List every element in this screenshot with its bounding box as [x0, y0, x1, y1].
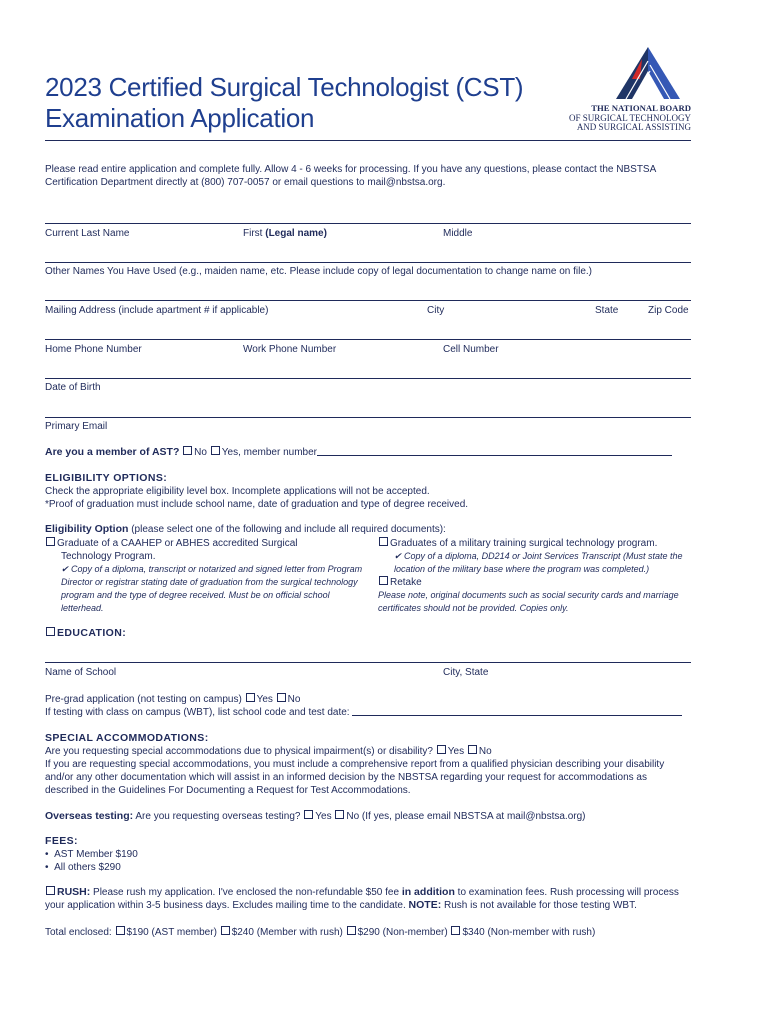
city-label: City [427, 305, 445, 316]
fees-heading: FEES: [45, 835, 78, 847]
total-240-label: $240 (Member with rush) [231, 927, 343, 938]
rush-note-label: NOTE: [408, 899, 442, 911]
eligibility-instructions [45, 485, 468, 511]
eligibility-option-1 [45, 537, 375, 615]
email-label: Primary Email [45, 421, 108, 432]
option-1-note-3: program and the type of degree received. Must be on official school [61, 590, 330, 600]
other-names-label: Other Names You Have Used (e.g., maiden name, etc. Please include copy of legal documentation to change name on file.) [45, 266, 592, 277]
overseas-label: Overseas testing: [45, 810, 134, 822]
first-label: First [243, 228, 263, 239]
overseas-yes-label: Yes [315, 811, 332, 822]
education-heading-row [45, 627, 126, 639]
fee-item: • AST Member $190 [45, 849, 138, 860]
special-question: Are you requesting special accommodations due to physical impairment(s) or disability? [45, 746, 433, 757]
fee-others: All others $290 [54, 862, 121, 873]
total-340-label: $340 (Non-member with rush) [462, 927, 596, 938]
other-names-field-line[interactable] [45, 262, 691, 263]
retake-note-2: certificates should not be provided. Copies only. [378, 603, 569, 613]
eligibility-option-row [45, 523, 446, 535]
fee-item: • All others $290 [45, 862, 121, 873]
pregrad-no-checkbox[interactable] [277, 693, 286, 702]
fee-ast-member: AST Member $190 [54, 849, 138, 860]
last-name-label: Current Last Name [45, 228, 130, 239]
pregrad-label: Pre-grad application (not testing on campus) [45, 694, 242, 705]
work-phone-label: Work Phone Number [243, 344, 337, 355]
total-enclosed-label: Total enclosed: [45, 927, 112, 938]
nbstsa-logo-icon [612, 45, 692, 101]
total-290-label: $290 (Non-member) [357, 927, 448, 938]
special-no-label: No [478, 746, 492, 757]
option-2-note-2: location of the military base where the program was completed.) [394, 564, 650, 574]
school-field-line[interactable] [45, 662, 691, 663]
rush-label: RUSH: [57, 886, 91, 898]
ast-no-checkbox[interactable] [183, 446, 192, 455]
option-2-note-1: ✔ Copy of a diploma, DD214 or Joint Services Transcript (Must state the [394, 551, 683, 561]
ast-question-row [45, 446, 691, 458]
rush-text-2: to examination fees. Rush processing will process [457, 887, 679, 898]
wbt-school-code-field[interactable] [352, 706, 682, 716]
ast-yes-checkbox[interactable] [211, 446, 220, 455]
name-field-line[interactable] [45, 223, 691, 224]
total-290-checkbox[interactable] [347, 926, 356, 935]
ast-yes-label: Yes, member number [221, 447, 317, 458]
title-line-2: Examination Application [45, 103, 315, 133]
eligibility-option-note: (please select one of the following and include all required documents): [131, 524, 446, 535]
special-line-3: and/or any other documentation which will assist in an informed decision by the NBSTSA regarding your request for accommodations as [45, 772, 647, 783]
education-checkbox[interactable] [46, 627, 55, 636]
rush-line-2: your application within 3-5 business days. Excludes mailing time to the candidate. [45, 900, 406, 911]
overseas-row [45, 810, 586, 822]
eligibility-option-2 [378, 537, 693, 615]
retake-note-1: Please note, original documents such as social security cards and marriage [378, 590, 679, 600]
overseas-no-label: No (If yes, please email NBSTSA at mail@nbstsa.org) [346, 811, 586, 822]
member-number-field[interactable] [317, 446, 672, 456]
rush-section [45, 886, 705, 912]
logo-line-1: THE NATIONAL BOARD [591, 103, 691, 113]
logo-line-2: OF SURGICAL TECHNOLOGY [568, 112, 691, 123]
school-name-label: Name of School [45, 667, 117, 678]
option-2-checkbox[interactable] [379, 537, 388, 546]
special-yes-checkbox[interactable] [437, 745, 446, 754]
intro-line-1: Please read entire application and complete fully. Allow 4 - 6 weeks for processing. If you have any questions, please contact the NBSTSA [45, 164, 657, 175]
total-190-checkbox[interactable] [116, 926, 125, 935]
option-1-note-4: letterhead. [61, 603, 104, 613]
total-240-checkbox[interactable] [221, 926, 230, 935]
option-1-text-2: Technology Program. [61, 551, 156, 562]
special-yes-label: Yes [447, 746, 465, 757]
state-label: State [595, 305, 619, 316]
special-line-2: If you are requesting special accommodations, you must include a comprehensive report from a qualified physician describing your disability [45, 759, 665, 770]
dob-field-line[interactable] [45, 378, 691, 379]
phone-field-line[interactable] [45, 339, 691, 340]
special-accommodations-heading: SPECIAL ACCOMMODATIONS: [45, 732, 209, 744]
legal-name-note: (Legal name) [265, 228, 327, 239]
pregrad-yes-label: Yes [256, 694, 273, 705]
ast-no-label: No [194, 447, 207, 458]
dob-label: Date of Birth [45, 382, 101, 393]
address-field-line[interactable] [45, 300, 691, 301]
overseas-no-checkbox[interactable] [335, 810, 344, 819]
pregrad-section [45, 693, 682, 719]
eligibility-line-2: *Proof of graduation must include school name, date of graduation and type of degree received. [45, 499, 469, 510]
pregrad-no-label: No [287, 694, 301, 705]
email-field-line[interactable] [45, 417, 691, 418]
retake-label: Retake [390, 577, 422, 588]
eligibility-line-1: Check the appropriate eligibility level box. Incomplete applications will not be accepted. [45, 486, 430, 497]
cell-label: Cell Number [443, 344, 499, 355]
first-name-label [243, 228, 327, 239]
intro-line-2: Certification Department directly at (800) 707-0057 or email questions to mail@nbstsa.org. [45, 177, 446, 188]
option-1-checkbox[interactable] [46, 537, 55, 546]
page-title [45, 72, 523, 134]
option-1-note-2: Director or registrar stating date of graduation from the surgical technology [61, 577, 358, 587]
mailing-address-label: Mailing Address (include apartment # if applicable) [45, 305, 269, 316]
school-city-state-label: City, State [443, 667, 489, 678]
option-1-text: Graduate of a CAAHEP or ABHES accredited Surgical [57, 538, 298, 549]
pregrad-yes-checkbox[interactable] [246, 693, 255, 702]
wbt-label: If testing with class on campus (WBT), list school code and test date: [45, 707, 350, 718]
eligibility-heading: ELIGIBILITY OPTIONS: [45, 472, 168, 484]
middle-name-label: Middle [443, 228, 473, 239]
intro-text [45, 163, 695, 189]
header-divider [45, 140, 691, 141]
rush-in-addition: in addition [401, 886, 455, 898]
rush-checkbox[interactable] [46, 886, 55, 895]
special-no-checkbox[interactable] [468, 745, 477, 754]
option-2-text: Graduates of a military training surgical technology program. [390, 538, 658, 549]
zip-label: Zip Code [648, 305, 689, 316]
rush-note: Rush is not available for those testing WBT. [444, 900, 637, 911]
total-340-checkbox[interactable] [451, 926, 460, 935]
education-heading: EDUCATION: [57, 627, 127, 639]
retake-checkbox[interactable] [379, 576, 388, 585]
logo-line-3: AND SURGICAL ASSISTING [576, 122, 691, 132]
option-1-note-1: ✔ Copy of a diploma, transcript or notarized and signed letter from Program [61, 564, 363, 574]
special-line-4: described in the Guidelines For Documenting a Request for Test Accommodations. [45, 785, 411, 796]
home-phone-label: Home Phone Number [45, 344, 142, 355]
total-190-label: $190 (AST member) [126, 927, 217, 938]
eligibility-option-label: Eligibility Option [45, 523, 129, 535]
fees-list [45, 848, 138, 874]
overseas-question: Are you requesting overseas testing? [135, 811, 301, 822]
overseas-yes-checkbox[interactable] [304, 810, 313, 819]
ast-question: Are you a member of AST? [45, 446, 180, 458]
logo-text [569, 104, 691, 133]
title-line-1: 2023 Certified Surgical Technologist (CST) [45, 72, 524, 102]
rush-text-1: Please rush my application. I've enclosed the non-refundable $50 fee [93, 887, 400, 898]
total-enclosed-row [45, 926, 595, 938]
special-accommodations-text [45, 745, 695, 797]
